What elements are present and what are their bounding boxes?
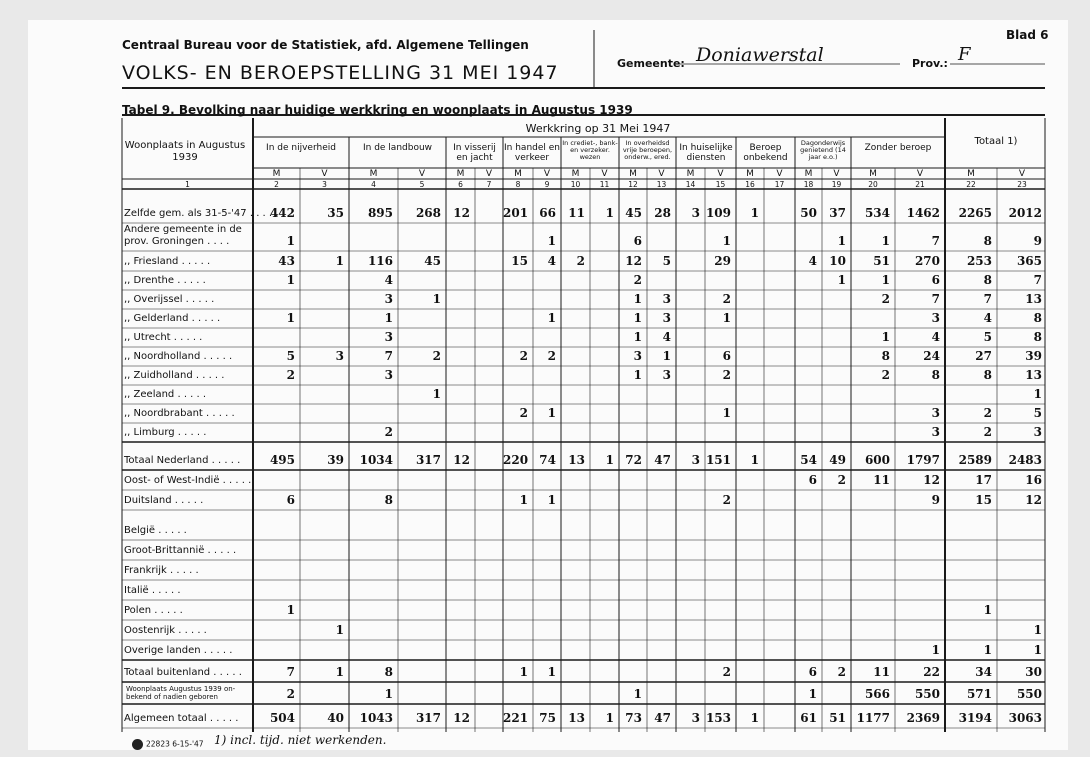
- table-cell: 13: [1025, 292, 1042, 306]
- table-cell: 9: [931, 493, 940, 507]
- table-cell: 30: [1025, 665, 1042, 679]
- table-cell: 268: [415, 206, 441, 220]
- table-cell: 4: [808, 254, 817, 268]
- table-cell: 13: [1025, 368, 1042, 382]
- table-cell: 6: [931, 273, 940, 287]
- row-label: ,, Overijssel . . . . .: [124, 294, 215, 305]
- column-number: 14: [685, 180, 696, 189]
- mv-header: M: [456, 169, 465, 179]
- table-cell: 1: [931, 643, 940, 657]
- row-label-line1: Andere gemeente in de: [124, 224, 242, 235]
- table-cell: 8: [983, 273, 992, 287]
- table-cell: 13: [568, 453, 585, 467]
- mv-header: V: [321, 169, 328, 179]
- table-cell: 2: [633, 273, 642, 287]
- column-number: 3: [322, 180, 327, 189]
- table-cell: 550: [1016, 687, 1042, 701]
- row-label: Oostenrijk . . . . .: [124, 625, 207, 636]
- row-label-line1: Woonplaats Augustus 1939 on-: [126, 685, 236, 693]
- column-number: 10: [570, 180, 581, 189]
- mv-header: M: [629, 169, 637, 179]
- row-label: Oost- of West-Indië . . . . .: [124, 475, 252, 486]
- mv-header: V: [658, 169, 665, 179]
- column-number: 12: [628, 180, 638, 189]
- mv-header: V: [485, 169, 493, 179]
- form-title: VOLKS- EN BEROEPSTELLING 31 MEI 1947: [122, 62, 559, 84]
- gemeente-value: Doniawerstal: [696, 44, 824, 66]
- table-cell: 12: [923, 473, 940, 487]
- table-cell: 2: [519, 349, 528, 363]
- table-cell: 9: [1033, 234, 1042, 248]
- table-cell: 2: [547, 349, 556, 363]
- row-label: ,, Gelderland . . . . .: [124, 313, 221, 324]
- table-cell: 75: [539, 711, 556, 725]
- column-number: 5: [419, 180, 425, 189]
- table-cell: 5: [286, 349, 295, 363]
- table-cell: 3: [1033, 425, 1042, 439]
- table-cell: 1: [547, 665, 556, 679]
- table-cell: 2: [722, 292, 731, 306]
- table-cell: 365: [1016, 254, 1042, 268]
- table-cell: 1: [750, 206, 759, 220]
- table-cell: 51: [829, 711, 846, 725]
- table-cell: 6: [808, 665, 817, 679]
- table-cell: 6: [722, 349, 731, 363]
- column-number: 13: [656, 180, 667, 189]
- row-label: ,, Drenthe . . . . .: [124, 275, 206, 286]
- column-number: 11: [599, 180, 610, 189]
- table-cell: 2483: [1008, 453, 1042, 467]
- table-cell: 1: [519, 665, 528, 679]
- table-cell: 116: [367, 254, 393, 268]
- table-cell: 3: [384, 292, 393, 306]
- table-cell: 12: [453, 206, 470, 220]
- table-cell: 6: [808, 473, 817, 487]
- column-number: 17: [774, 180, 785, 189]
- table-cell: 3: [633, 349, 642, 363]
- column-number: 1: [185, 180, 190, 189]
- mv-header: M: [804, 169, 813, 179]
- table-cell: 1797: [906, 453, 940, 467]
- table-cell: 11: [873, 473, 890, 487]
- table-cell: 253: [966, 254, 992, 268]
- table-cell: 1: [722, 234, 731, 248]
- row-label: Frankrijk . . . . .: [124, 565, 199, 576]
- gemeente-label: Gemeente:: [617, 57, 685, 70]
- mv-header: V: [916, 169, 924, 179]
- row-label: ,, Friesland . . . . .: [124, 256, 211, 267]
- table-cell: 7: [286, 665, 295, 679]
- page-number: Blad 6: [1006, 28, 1049, 42]
- table-cell: 72: [625, 453, 642, 467]
- row-label: ,, Zuidholland . . . . .: [124, 370, 225, 381]
- table-cell: 1: [750, 711, 759, 725]
- table-cell: 1462: [906, 206, 940, 220]
- table-cell: 1: [662, 349, 671, 363]
- table-cell: 1: [519, 493, 528, 507]
- column-number: 4: [371, 180, 376, 189]
- table-cell: 7: [1033, 273, 1042, 287]
- table-cell: 12: [453, 453, 470, 467]
- table-cell: 2: [881, 368, 890, 382]
- table-cell: 2: [432, 349, 441, 363]
- table-cell: 1034: [359, 453, 393, 467]
- table-cell: 504: [269, 711, 295, 725]
- table-cell: 28: [654, 206, 671, 220]
- table-cell: 45: [625, 206, 642, 220]
- woonplaats-header: Woonplaats in Augustus 1939: [124, 140, 246, 163]
- table-cell: 47: [654, 711, 671, 725]
- table-cell: 15: [511, 254, 528, 268]
- table-cell: 4: [384, 273, 393, 287]
- table-cell: 1: [633, 311, 642, 325]
- table-cell: 3: [691, 711, 700, 725]
- mv-header: M: [746, 169, 754, 179]
- table-cell: 40: [327, 711, 344, 725]
- table-cell: 1: [286, 311, 295, 325]
- table-cell: 7: [931, 292, 940, 306]
- mv-header: V: [717, 169, 724, 179]
- table-cell: 1: [983, 643, 992, 657]
- group-header-7: In huiselijke diensten: [679, 143, 733, 163]
- table-cell: 1: [633, 330, 642, 344]
- table-cell: 1: [1033, 387, 1042, 401]
- group-header-9: Dagonderwijs genietend (14 jaar e.o.): [800, 139, 846, 161]
- table-cell: 34: [975, 665, 992, 679]
- mv-header: V: [601, 169, 608, 179]
- table-cell: 151: [705, 453, 731, 467]
- table-cell: 73: [625, 711, 642, 725]
- table-cell: 74: [539, 453, 556, 467]
- table-cell: 534: [864, 206, 890, 220]
- print-code: [132, 739, 204, 750]
- table-cell: 16: [1025, 473, 1042, 487]
- province-label: Prov.:: [912, 57, 948, 70]
- table-cell: 3: [931, 406, 940, 420]
- print-code-text: 22823 6-15-'47: [146, 739, 204, 749]
- table-title: Tabel 9. Bevolking naar huidige werkkring en woonplaats in Augustus 1939: [122, 103, 633, 117]
- table-cell: 12: [1025, 493, 1042, 507]
- table-cell: 4: [931, 330, 940, 344]
- table-cell: 51: [873, 254, 890, 268]
- table-cell: 66: [539, 206, 556, 220]
- table-cell: 6: [633, 234, 642, 248]
- mv-header: M: [571, 169, 580, 179]
- table-cell: 3: [931, 425, 940, 439]
- table-cell: 49: [829, 453, 846, 467]
- row-label: ,, Noordholland . . . . .: [124, 351, 233, 362]
- table-cell: 11: [873, 665, 890, 679]
- table-cell: 12: [625, 254, 642, 268]
- column-number: 16: [745, 180, 755, 189]
- province-value: F: [958, 44, 971, 65]
- row-label: Polen . . . . .: [124, 605, 183, 616]
- table-cell: 61: [800, 711, 817, 725]
- column-number: 23: [1017, 180, 1027, 189]
- group-header-3: In visserij en jacht: [453, 143, 496, 163]
- table-cell: 1: [335, 665, 344, 679]
- table-cell: 221: [503, 711, 529, 725]
- group-header-1: In de nijverheid: [266, 143, 336, 153]
- column-number: 15: [715, 180, 726, 189]
- mv-header: M: [869, 169, 877, 179]
- table-cell: 2: [286, 687, 295, 701]
- table-cell: 1: [605, 453, 614, 467]
- group-header-4: In handel en verkeer: [504, 143, 560, 163]
- table-cell: 1: [1033, 623, 1042, 637]
- mv-header: M: [514, 169, 522, 179]
- table-cell: 2: [983, 406, 992, 420]
- table-cell: 2: [519, 406, 528, 420]
- table-cell: 270: [914, 254, 940, 268]
- table-cell: 1: [605, 711, 614, 725]
- row-label-line2: bekend of nadien geboren: [126, 693, 218, 701]
- table-cell: 39: [1025, 349, 1042, 363]
- table-cell: 2: [983, 425, 992, 439]
- table-cell: 35: [327, 206, 344, 220]
- table-cell: 43: [278, 254, 295, 268]
- table-cell: 1: [750, 453, 759, 467]
- mv-header: V: [1018, 169, 1026, 179]
- table-cell: 1: [286, 273, 295, 287]
- table-cell: 2: [286, 368, 295, 382]
- table-cell: 8: [1033, 311, 1042, 325]
- table-cell: 566: [864, 687, 890, 701]
- table-cell: 3: [662, 368, 671, 382]
- table-cell: 1: [547, 493, 556, 507]
- table-cell: 1: [881, 330, 890, 344]
- table-cell: 1: [384, 687, 393, 701]
- werkkring-header: Werkkring op 31 Mei 1947: [525, 122, 671, 135]
- row-label: Totaal buitenland . . . . .: [124, 667, 242, 678]
- mv-header: V: [543, 169, 551, 179]
- table-cell: 13: [568, 711, 585, 725]
- table-cell: 3: [691, 206, 700, 220]
- footnote: 1) incl. tijd. niet werkenden.: [214, 733, 387, 747]
- table-cell: 5: [662, 254, 671, 268]
- table-cell: 3063: [1008, 711, 1042, 725]
- table-cell: 317: [415, 711, 441, 725]
- table-cell: 442: [269, 206, 295, 220]
- table-cell: 2: [722, 368, 731, 382]
- table-cell: 1: [837, 234, 846, 248]
- table-cell: 29: [714, 254, 731, 268]
- table-cell: 571: [966, 687, 992, 701]
- table-cell: 8: [881, 349, 890, 363]
- column-number: 22: [966, 180, 976, 189]
- table-cell: 1043: [359, 711, 393, 725]
- table-cell: 1: [633, 292, 642, 306]
- table-cell: 2: [837, 665, 846, 679]
- table-cell: 4: [983, 311, 992, 325]
- column-number: 6: [458, 180, 463, 189]
- table-cell: 8: [983, 368, 992, 382]
- group-header-6: In overheidsd vrije beroepen, onderw., ered.: [622, 139, 673, 161]
- table-cell: 1: [808, 687, 817, 701]
- table-cell: 4: [547, 254, 556, 268]
- table-cell: 8: [384, 493, 393, 507]
- mv-header: V: [776, 169, 783, 179]
- table-cell: 1: [335, 623, 344, 637]
- table-cell: 2: [576, 254, 585, 268]
- table-cell: 8: [983, 234, 992, 248]
- table-cell: 1: [837, 273, 846, 287]
- mv-header: V: [418, 169, 426, 179]
- table-cell: 37: [829, 206, 846, 220]
- row-label: ,, Utrecht . . . . .: [124, 332, 203, 343]
- table-cell: 201: [503, 206, 529, 220]
- table-cell: 2: [837, 473, 846, 487]
- table-cell: 1: [881, 273, 890, 287]
- group-header-8: Beroep onbekend: [743, 143, 788, 163]
- table-cell: 8: [384, 665, 393, 679]
- table-cell: 1: [432, 292, 441, 306]
- table-cell: 317: [415, 453, 441, 467]
- table-cell: 1177: [856, 711, 890, 725]
- table-cell: 54: [800, 453, 817, 467]
- table-cell: 6: [286, 493, 295, 507]
- row-label: Italië . . . . .: [124, 585, 181, 596]
- table-cell: 1: [335, 254, 344, 268]
- table-cell: 8: [931, 368, 940, 382]
- row-label: ,, Zeeland . . . . .: [124, 389, 207, 400]
- row-label: ,, Noordbrabant . . . . .: [124, 408, 235, 419]
- row-label: Algemeen totaal . . . . .: [124, 713, 239, 724]
- table-cell: 7: [931, 234, 940, 248]
- column-number: 7: [486, 180, 492, 189]
- row-label: Zelfde gem. als 31-5-'47 . . . . .: [124, 208, 279, 219]
- mv-header: V: [833, 169, 840, 179]
- table-cell: 1: [547, 406, 556, 420]
- table-cell: 600: [864, 453, 890, 467]
- table-cell: 495: [269, 453, 295, 467]
- table-cell: 1: [547, 311, 556, 325]
- table-cell: 220: [503, 453, 529, 467]
- table-cell: 1: [547, 234, 556, 248]
- table-cell: 3: [384, 330, 393, 344]
- totaal-header: Totaal 1): [974, 136, 1018, 147]
- table-cell: 8: [1033, 330, 1042, 344]
- table-cell: 2012: [1008, 206, 1042, 220]
- table-cell: 1: [633, 687, 642, 701]
- column-number: 9: [544, 180, 550, 189]
- table-cell: 24: [923, 349, 940, 363]
- table-cell: 1: [722, 311, 731, 325]
- mv-header: M: [967, 169, 975, 179]
- table-cell: 1: [983, 603, 992, 617]
- table-cell: 3: [931, 311, 940, 325]
- table-cell: 3194: [958, 711, 992, 725]
- group-header-5: In crediet-, bank- en verzeker. wezen: [562, 139, 618, 161]
- table-cell: 7: [384, 349, 393, 363]
- row-label: Overige landen . . . . .: [124, 645, 233, 656]
- table-cell: 5: [983, 330, 992, 344]
- table-cell: 109: [705, 206, 731, 220]
- table-cell: 3: [662, 311, 671, 325]
- table-cell: 1: [384, 311, 393, 325]
- table-cell: 3: [335, 349, 344, 363]
- table-cell: 1: [1033, 643, 1042, 657]
- row-label: Totaal Nederland . . . . .: [124, 455, 241, 466]
- column-number: 2: [274, 180, 279, 189]
- table-cell: 11: [568, 206, 585, 220]
- printer-seal-icon: [132, 739, 143, 750]
- table-cell: 4: [662, 330, 671, 344]
- table-cell: 50: [800, 206, 817, 220]
- table-cell: 2: [722, 665, 731, 679]
- row-label: België . . . . .: [124, 525, 187, 536]
- table-cell: 3: [662, 292, 671, 306]
- table-cell: 2: [881, 292, 890, 306]
- table-cell: 895: [367, 206, 393, 220]
- column-number: 20: [868, 180, 878, 189]
- table-cell: 17: [975, 473, 992, 487]
- table-cell: 1: [881, 234, 890, 248]
- table-cell: 1: [722, 406, 731, 420]
- table-cell: 2: [722, 493, 731, 507]
- row-label-line2: prov. Groningen . . . .: [124, 236, 230, 247]
- table-cell: 15: [975, 493, 992, 507]
- table-cell: 3: [384, 368, 393, 382]
- table-cell: 1: [286, 234, 295, 248]
- column-number: 21: [915, 180, 925, 189]
- table-cell: 22: [923, 665, 940, 679]
- mv-header: M: [272, 169, 281, 179]
- organization-name: Centraal Bureau voor de Statistiek, afd. Algemene Tellingen: [122, 38, 529, 52]
- column-number: 8: [515, 180, 521, 189]
- table-cell: 1: [605, 206, 614, 220]
- table-cell: 2369: [906, 711, 940, 725]
- table-cell: 2265: [958, 206, 992, 220]
- table-cell: 12: [453, 711, 470, 725]
- group-header-10: Zonder beroep: [864, 143, 932, 153]
- table-cell: 39: [327, 453, 344, 467]
- table-cell: 45: [424, 254, 441, 268]
- column-number: 19: [831, 180, 842, 189]
- table-cell: 550: [914, 687, 940, 701]
- table-cell: 2: [384, 425, 393, 439]
- table-cell: 27: [975, 349, 992, 363]
- table-cell: 3: [691, 453, 700, 467]
- row-label: ,, Limburg . . . . .: [124, 427, 207, 438]
- table-cell: 7: [983, 292, 992, 306]
- table-cell: 1: [633, 368, 642, 382]
- table-cell: 153: [705, 711, 731, 725]
- table-cell: 2589: [958, 453, 992, 467]
- table-cell: 47: [654, 453, 671, 467]
- column-number: 18: [803, 180, 814, 189]
- row-label: Duitsland . . . . .: [124, 495, 204, 506]
- table-cell: 10: [829, 254, 846, 268]
- row-label: Groot-Brittannië . . . . .: [124, 545, 237, 556]
- table-cell: 5: [1033, 406, 1042, 420]
- mv-header: M: [686, 169, 695, 179]
- mv-header: M: [369, 169, 378, 179]
- table-cell: 1: [286, 603, 295, 617]
- table-cell: 1: [432, 387, 441, 401]
- group-header-2: In de landbouw: [362, 143, 433, 153]
